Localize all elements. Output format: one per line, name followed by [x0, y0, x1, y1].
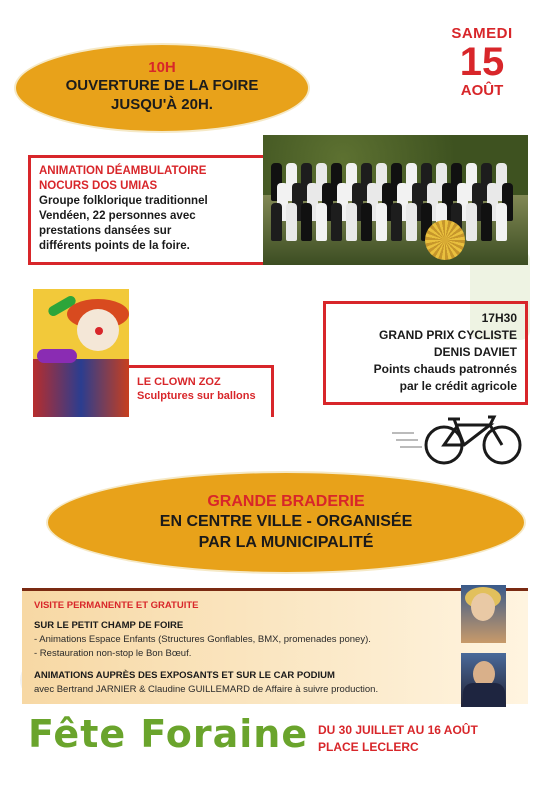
braderie-line2: PAR LA MUNICIPALITÉ — [198, 534, 374, 551]
cycliste-line2: DENIS DAVIET — [433, 345, 517, 359]
photo-person — [316, 203, 327, 241]
clown-desc: Sculptures sur ballons — [137, 390, 256, 402]
braderie-ellipse — [46, 471, 526, 574]
visite-sub2: ANIMATIONS AUPRÈS DES EXPOSANTS ET SUR LE CAR PODIUM — [34, 670, 335, 681]
date-month: AOÛT — [460, 82, 504, 99]
bicycle-icon — [392, 407, 532, 467]
opening-line2: JUSQU'À 20H. — [111, 96, 213, 113]
cycliste-time: 17H30 — [481, 311, 517, 325]
photo-person — [346, 203, 357, 241]
animation-title2: NOCURS DOS UMIAS — [39, 180, 158, 192]
opening-line1: OUVERTURE DE LA FOIRE — [65, 77, 259, 94]
clown-body — [33, 359, 129, 417]
visite-header: VISITE PERMANENTE ET GRATUITE — [34, 600, 199, 611]
date-block — [432, 25, 532, 99]
braderie-title: GRANDE BRADERIE — [207, 493, 365, 510]
opening-ellipse — [14, 43, 310, 133]
clown-name: LE CLOWN ZOZ — [137, 376, 221, 388]
animation-desc3: prestations dansées sur — [39, 225, 172, 237]
fete-foraine-title: Fête Foraine — [28, 712, 309, 756]
animation-desc2: Vendéen, 22 personnes avec — [39, 210, 196, 222]
clown-nose — [95, 327, 103, 335]
photo-body — [463, 683, 505, 707]
photo-person — [301, 203, 312, 241]
photo-person — [331, 203, 342, 241]
fete-foraine-info — [318, 722, 478, 756]
photo-person — [466, 203, 477, 241]
animation-desc4: différents points de la foire. — [39, 240, 190, 252]
clown-box — [129, 365, 274, 417]
visite-sub1: SUR LE PETIT CHAMP DE FOIRE — [34, 620, 184, 631]
animation-title1: ANIMATION DÉAMBULATOIRE — [39, 165, 207, 177]
cycliste-line1: GRAND PRIX CYCLISTE — [378, 328, 517, 342]
date-day: 15 — [459, 40, 505, 84]
photo-face — [471, 593, 495, 621]
host-photo-woman — [461, 585, 506, 643]
photo-person — [496, 203, 507, 241]
photo-person — [361, 203, 372, 241]
clown-photo — [33, 289, 129, 417]
photo-person — [271, 203, 282, 241]
visite-item2: - Restauration non-stop le Bon Bœuf. — [34, 648, 192, 659]
photo-person — [286, 203, 297, 241]
animation-box — [28, 155, 264, 265]
braderie-line1: EN CENTRE VILLE - ORGANISÉE — [159, 513, 413, 530]
balloon-shape — [37, 349, 77, 363]
photo-wheel — [425, 220, 465, 260]
photo-person — [391, 203, 402, 241]
cycliste-box — [323, 301, 528, 405]
photo-person — [406, 203, 417, 241]
animation-desc1: Groupe folklorique traditionnel — [39, 195, 208, 207]
visite-section — [22, 588, 528, 704]
opening-time: 10H — [148, 59, 176, 76]
fete-dates: DU 30 JUILLET AU 16 AOÛT — [318, 723, 478, 737]
fete-place: PLACE LECLERC — [318, 740, 419, 754]
folk-group-photo — [263, 135, 528, 265]
date-weekday: SAMEDI — [451, 25, 513, 42]
visite-item1: - Animations Espace Enfants (Structures Gonflables, BMX, promenades poney). — [34, 634, 371, 645]
photo-person — [481, 203, 492, 241]
cycliste-line3: Points chauds patronnés — [373, 362, 517, 376]
photo-person — [376, 203, 387, 241]
host-photo-man — [461, 653, 506, 707]
cycliste-line4: par le crédit agricole — [399, 379, 517, 393]
visite-item3: avec Bertrand JARNIER & Claudine GUILLEMARD de Affaire à suivre production. — [34, 684, 379, 695]
